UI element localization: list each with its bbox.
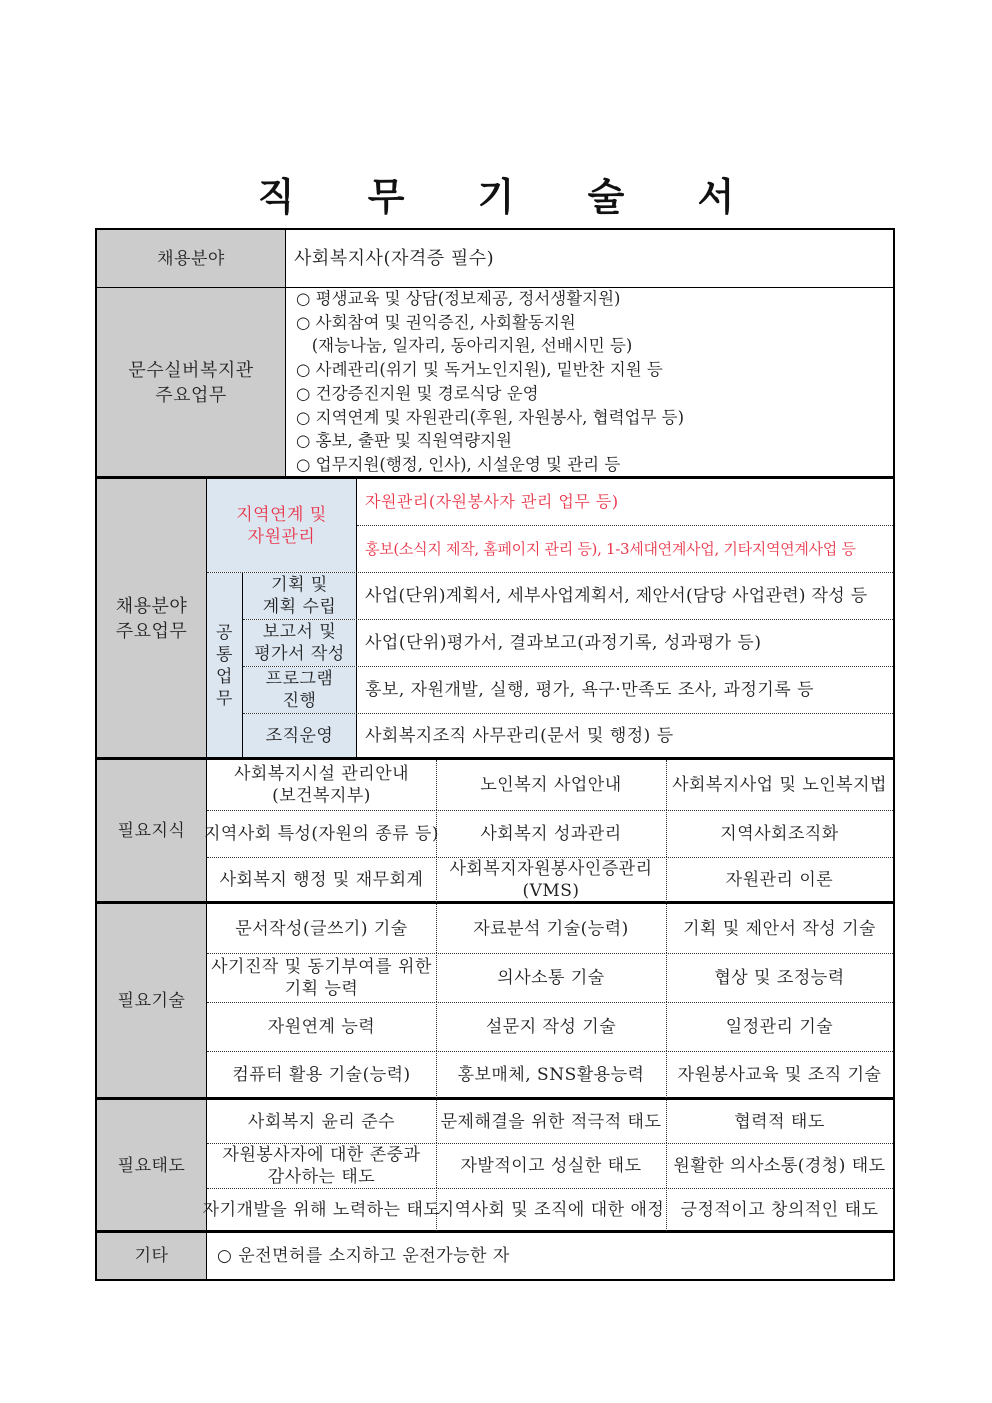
center-tasks-label-line1: 문수실버복지관 bbox=[128, 359, 254, 381]
attitude-item bbox=[202, 1188, 441, 1231]
center-task-item: ○ 업무지원(행정, 인사), 시설운영 및 관리 등 bbox=[296, 454, 621, 474]
knowledge-item bbox=[666, 810, 893, 857]
knowledge-label bbox=[97, 760, 207, 902]
skills-item-line2: 기획 능력 bbox=[284, 978, 359, 999]
attitude-item bbox=[666, 1143, 893, 1188]
center-task-item: ○ 사회참여 및 권익증진, 사회활동지원 bbox=[296, 312, 576, 332]
knowledge-item bbox=[666, 760, 893, 810]
common-task-desc-text: 사회복지조직 사무관리(문서 및 행정) 등 bbox=[365, 726, 674, 746]
common-task-desc bbox=[357, 620, 893, 666]
special-task-item-text: 홍보(소식지 제작, 홈페이지 관리 등), 1-3세대연계사업, 기타지역연계사업 등 bbox=[365, 540, 856, 558]
center-task-item: ○ 지역연계 및 자원관리(후원, 자원봉사, 협력업무 등) bbox=[296, 407, 685, 427]
attitude-item-line1: 문제해결을 위한 적극적 태도 bbox=[440, 1111, 662, 1132]
common-task-name-line: 조직운영 bbox=[265, 726, 334, 746]
attitude-item bbox=[436, 1100, 666, 1143]
other-label-text: 기타 bbox=[134, 1246, 169, 1266]
knowledge-item-line2: (보건복지부) bbox=[272, 786, 371, 806]
common-task-name-line: 기획 및 bbox=[271, 575, 328, 595]
common-task-name-line: 평가서 작성 bbox=[254, 644, 345, 664]
attitude-item-line1: 자기개발을 위해 노력하는 태도 bbox=[202, 1199, 441, 1220]
attitude-label bbox=[97, 1100, 207, 1231]
attitude-item bbox=[207, 1100, 436, 1143]
skills-item bbox=[207, 1002, 436, 1051]
knowledge-item bbox=[436, 810, 666, 857]
special-task-item bbox=[357, 479, 893, 525]
common-tasks-char: 업 bbox=[216, 666, 233, 687]
field-tasks-label-line1: 채용분야 bbox=[115, 595, 188, 617]
skills-label bbox=[97, 904, 207, 1098]
common-task-name bbox=[243, 620, 357, 666]
skills-label-text: 필요기술 bbox=[117, 991, 186, 1011]
knowledge-item bbox=[207, 760, 436, 810]
attitude-item-line2: 감사하는 태도 bbox=[267, 1166, 376, 1187]
skills-item bbox=[666, 1002, 893, 1051]
attitude-item bbox=[207, 1143, 436, 1188]
common-task-name-line: 보고서 및 bbox=[262, 622, 337, 642]
skills-item bbox=[666, 1051, 893, 1098]
knowledge-item bbox=[203, 810, 440, 857]
center-task-item: (재능나눔, 일자리, 동아리지원, 선배시민 등) bbox=[296, 336, 633, 356]
common-task-name-line: 계획 수립 bbox=[262, 597, 337, 617]
center-tasks-list bbox=[296, 287, 896, 477]
common-tasks-char: 공 bbox=[216, 622, 233, 643]
recruit-field-label-text: 채용분야 bbox=[157, 248, 225, 269]
knowledge-item-line1: 사회복지사업 및 노인복지법 bbox=[672, 775, 887, 795]
attitude-item bbox=[436, 1143, 666, 1188]
knowledge-item bbox=[666, 857, 893, 902]
knowledge-item-line1: 자원관리 이론 bbox=[725, 869, 834, 890]
attitude-item-line1: 지역사회 및 조직에 대한 애정 bbox=[437, 1199, 665, 1220]
common-task-name bbox=[243, 714, 357, 758]
field-tasks-label-line2: 주요업무 bbox=[115, 620, 188, 642]
knowledge-item-line1: 사회복지 성과관리 bbox=[480, 823, 622, 844]
center-task-item: ○ 사례관리(위기 및 독거노인지원), 밑반찬 지원 등 bbox=[296, 360, 663, 380]
knowledge-item-line1: 노인복지 사업안내 bbox=[480, 775, 622, 795]
common-task-desc-text: 홍보, 자원개발, 실행, 평가, 욕구·만족도 조사, 과정기록 등 bbox=[365, 680, 815, 700]
skills-item-line1: 자원봉사교육 및 조직 기술 bbox=[677, 1064, 882, 1085]
knowledge-item-line2: (VMS) bbox=[522, 880, 580, 901]
skills-item bbox=[207, 953, 436, 1002]
skills-item-line1: 일정관리 기술 bbox=[725, 1016, 834, 1037]
common-tasks-char: 무 bbox=[216, 688, 233, 709]
knowledge-item-line1: 지역사회 특성(자원의 종류 등) bbox=[203, 823, 440, 844]
skills-item-line1: 의사소통 기술 bbox=[497, 967, 605, 988]
knowledge-item-line1: 사회복지 행정 및 재무회계 bbox=[219, 869, 424, 890]
knowledge-item bbox=[207, 857, 436, 902]
skills-item-line1: 설문지 작성 기술 bbox=[485, 1016, 617, 1037]
skills-item-line1: 자원연계 능력 bbox=[267, 1016, 376, 1037]
knowledge-item bbox=[436, 857, 666, 902]
skills-item bbox=[207, 904, 436, 953]
skills-item-line1: 자료분석 기술(능력) bbox=[473, 918, 629, 939]
center-tasks-label-line2: 주요업무 bbox=[155, 384, 227, 406]
common-task-name bbox=[243, 573, 357, 619]
common-task-name-line: 프로그램 bbox=[265, 669, 334, 689]
common-task-desc-text: 사업(단위)평가서, 결과보고(과정기록, 성과평가 등) bbox=[365, 633, 762, 653]
knowledge-item-line1: 사회복지시설 관리안내 bbox=[233, 764, 410, 784]
attitude-item-line1: 원활한 의사소통(경청) 태도 bbox=[673, 1155, 886, 1176]
special-task-item-text: 자원관리(자원봉사자 관리 업무 등) bbox=[365, 492, 619, 511]
knowledge-item bbox=[436, 760, 666, 810]
attitude-item bbox=[436, 1188, 666, 1231]
skills-item bbox=[436, 1002, 666, 1051]
common-task-desc-text: 사업(단위)계획서, 세부사업계획서, 제안서(담당 사업관련) 작성 등 bbox=[365, 586, 868, 606]
recruit-field-label bbox=[97, 230, 286, 287]
knowledge-item-line1: 사회복지자원봉사인증관리 bbox=[449, 858, 653, 879]
common-tasks-label bbox=[207, 573, 243, 758]
document-title: 직 무 기 술 서 bbox=[257, 175, 765, 219]
common-task-name-line: 진행 bbox=[282, 691, 317, 711]
center-tasks-label bbox=[97, 288, 286, 477]
special-task-label bbox=[207, 479, 357, 572]
skills-item bbox=[666, 953, 893, 1002]
skills-item bbox=[436, 1051, 666, 1098]
attitude-item bbox=[666, 1188, 893, 1231]
skills-item-line1: 문서작성(글쓰기) 기술 bbox=[235, 918, 408, 939]
special-task-label-line2: 자원관리 bbox=[247, 526, 316, 547]
attitude-item-line1: 사회복지 윤리 준수 bbox=[247, 1111, 396, 1132]
attitude-item bbox=[666, 1100, 893, 1143]
job-description-table bbox=[95, 228, 895, 1281]
other-value-text: ○ 운전면허를 소지하고 운전가능한 자 bbox=[217, 1246, 510, 1266]
field-tasks-label bbox=[97, 479, 207, 758]
skills-item-line1: 홍보매체, SNS활용능력 bbox=[457, 1064, 645, 1085]
center-task-item: ○ 평생교육 및 상담(정보제공, 정서생활지원) bbox=[296, 289, 621, 308]
special-task-label-line1: 지역연계 및 bbox=[236, 504, 327, 525]
center-task-item: ○ 건강증진지원 및 경로식당 운영 bbox=[296, 383, 539, 403]
attitude-label-text: 필요태도 bbox=[117, 1155, 186, 1176]
skills-item bbox=[207, 1051, 436, 1098]
skills-item-line1: 협상 및 조정능력 bbox=[714, 967, 845, 988]
knowledge-item-line1: 지역사회조직화 bbox=[720, 823, 839, 844]
attitude-item-line1: 자원봉사자에 대한 존중과 bbox=[222, 1144, 421, 1165]
skills-item-line1: 컴퓨터 활용 기술(능력) bbox=[232, 1064, 411, 1085]
attitude-item-line1: 긍정적이고 창의적인 태도 bbox=[680, 1199, 879, 1220]
common-task-name bbox=[243, 667, 357, 713]
common-task-desc bbox=[357, 573, 893, 619]
special-task-item bbox=[357, 526, 893, 572]
skills-item bbox=[436, 953, 666, 1002]
knowledge-label-text: 필요지식 bbox=[117, 821, 186, 841]
recruit-field-value bbox=[286, 230, 893, 287]
common-tasks-char: 통 bbox=[216, 644, 233, 665]
attitude-item-line1: 자발적이고 성실한 태도 bbox=[460, 1155, 642, 1176]
skills-item bbox=[666, 904, 893, 953]
other-value bbox=[207, 1233, 893, 1279]
attitude-item-line1: 협력적 태도 bbox=[734, 1111, 825, 1132]
recruit-field-value-text: 사회복지사(자격증 필수) bbox=[294, 247, 495, 269]
other-label bbox=[97, 1233, 207, 1279]
skills-item-line1: 사기진작 및 동기부여를 위한 bbox=[211, 956, 432, 977]
skills-item-line1: 기획 및 제안서 작성 기술 bbox=[683, 918, 876, 939]
common-task-desc bbox=[357, 714, 893, 758]
center-task-item: ○ 홍보, 출판 및 직원역량지원 bbox=[296, 431, 512, 451]
skills-item bbox=[436, 904, 666, 953]
common-task-desc bbox=[357, 667, 893, 713]
